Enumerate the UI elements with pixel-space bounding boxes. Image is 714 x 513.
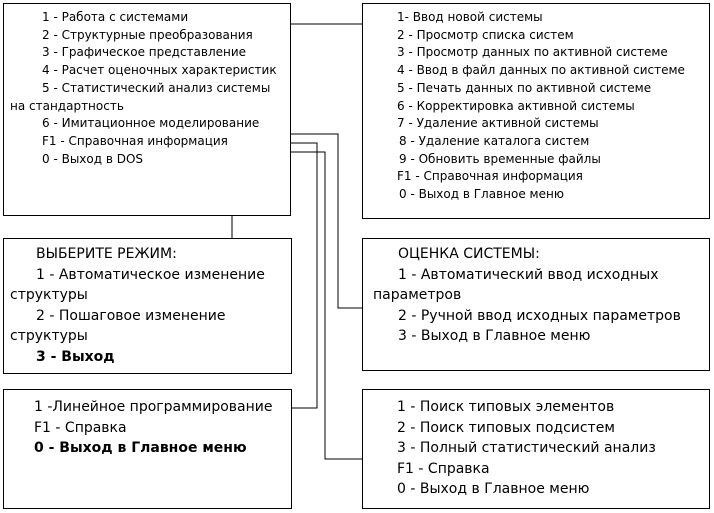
systems-menu-item-help[interactable]: F1 - Справочная информация xyxy=(397,169,583,184)
connector-main-to-evaluation xyxy=(290,134,362,308)
main-menu-item-simulation[interactable]: 6 - Имитационное моделирование xyxy=(42,116,260,131)
statistics-menu-box xyxy=(362,389,710,509)
statistics-menu-item-full-analysis[interactable]: 3 - Полный статистический анализ xyxy=(397,440,656,457)
systems-menu-item-write-file[interactable]: 4 - Ввод в файл данных по активной системе xyxy=(397,63,685,78)
evaluation-menu-item-exit[interactable]: 3 - Выход в Главное меню xyxy=(398,328,591,345)
main-menu-item-graphic[interactable]: 3 - Графическое представление xyxy=(42,45,247,60)
main-menu-item-statistics[interactable]: 5 - Статистический анализ системы на стандартность xyxy=(10,80,271,113)
main-menu-item-structural[interactable]: 2 - Структурные преобразования xyxy=(42,27,253,42)
main-menu-item-help[interactable]: F1 - Справочная информация xyxy=(42,133,228,148)
statistics-menu-item-exit[interactable]: 0 - Выход в Главное меню xyxy=(397,481,590,498)
main-menu-item-exit[interactable]: 0 - Выход в DOS xyxy=(42,151,144,166)
simulation-menu-item-help[interactable]: F1 - Справка xyxy=(34,419,127,436)
mode-menu-item-step[interactable]: 2 - Пошаговое изменение структуры xyxy=(10,307,226,345)
simulation-menu-item-linear[interactable]: 1 -Линейное программирование xyxy=(34,399,273,415)
systems-menu-item-delete-catalog[interactable]: 8 - Удаление каталога систем xyxy=(399,133,590,148)
main-menu-item-estimates[interactable]: 4 - Расчет оценочных характеристик xyxy=(42,63,277,78)
systems-menu-item-print[interactable]: 5 - Печать данных по активной системе xyxy=(397,80,652,95)
systems-menu-item-refresh[interactable]: 9 - Обновить временные файлы xyxy=(399,151,601,166)
systems-menu-item-exit[interactable]: 0 - Выход в Главное меню xyxy=(399,187,564,202)
mode-menu-item-auto[interactable]: 1 - Автоматическое изменение структуры xyxy=(10,266,265,304)
evaluation-menu-item-manual-input[interactable]: 2 - Ручной ввод исходных параметров xyxy=(398,307,681,324)
evaluation-menu-title: ОЦЕНКА СИСТЕМЫ: xyxy=(398,246,540,262)
connector-main-to-statistics xyxy=(290,152,362,459)
mode-menu-title: ВЫБЕРИТЕ РЕЖИМ: xyxy=(36,246,177,262)
systems-menu-item-view-data[interactable]: 3 - Просмотр данных по активной системе xyxy=(397,45,668,60)
statistics-menu-item-help[interactable]: F1 - Справка xyxy=(397,460,490,477)
systems-menu-box xyxy=(362,3,710,219)
main-menu-item-systems[interactable]: 1 - Работа с системами xyxy=(42,10,189,24)
systems-menu-item-list[interactable]: 2 - Просмотр списка систем xyxy=(397,27,574,42)
statistics-menu-item-subsystems[interactable]: 2 - Поиск типовых подсистем xyxy=(397,419,615,436)
main-menu-box xyxy=(3,3,291,216)
connector-main-to-simulation xyxy=(290,143,317,408)
systems-menu-item-new[interactable]: 1- Ввод новой системы xyxy=(397,10,543,24)
mode-menu-item-exit[interactable]: 3 - Выход xyxy=(36,348,115,365)
systems-menu-item-edit[interactable]: 6 - Корректировка активной системы xyxy=(397,98,635,113)
simulation-menu-box xyxy=(3,389,292,509)
evaluation-menu-item-auto-input[interactable]: 1 - Автоматический ввод исходных параметров xyxy=(373,266,659,304)
evaluation-menu-box xyxy=(362,238,710,371)
simulation-menu-item-exit[interactable]: 0 - Выход в Главное меню xyxy=(34,440,247,457)
statistics-menu-item-elements[interactable]: 1 - Поиск типовых элементов xyxy=(397,399,615,415)
systems-menu-item-delete[interactable]: 7 - Удаление активной системы xyxy=(397,116,599,131)
mode-menu-box xyxy=(3,238,292,374)
